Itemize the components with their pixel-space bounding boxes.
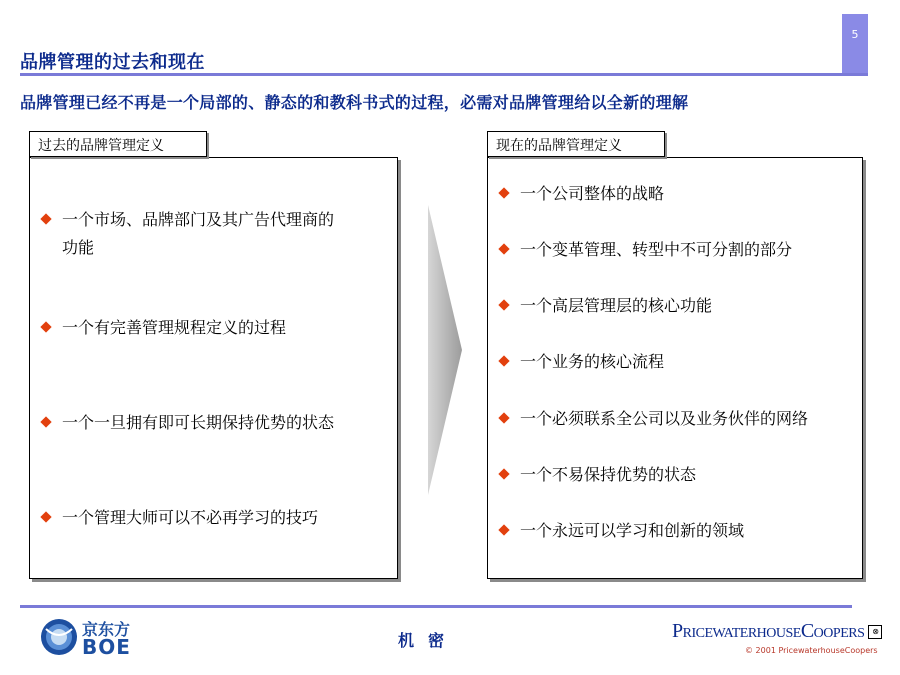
list-item (42, 504, 318, 532)
diamond-bullet-icon (40, 416, 51, 427)
diamond-bullet-icon (498, 187, 509, 198)
page-title: 品牌管理的过去和现在 (20, 52, 205, 73)
list-item (42, 206, 392, 262)
diamond-bullet-icon (498, 299, 509, 310)
diamond-bullet-icon (498, 524, 509, 535)
boe-english-name: BOE (82, 635, 131, 659)
list-item-text: 一个业务的核心流程 (520, 352, 665, 371)
list-item-text: 一个永远可以学习和创新的领域 (520, 521, 745, 540)
footer-divider (20, 605, 852, 608)
diamond-bullet-icon (40, 213, 51, 224)
page-number: 5 (842, 14, 868, 74)
diamond-bullet-icon (40, 321, 51, 332)
title-divider (20, 73, 868, 76)
list-item-text: 一个不易保持优势的状态 (520, 465, 697, 484)
list-item-text: 一个变革管理、转型中不可分割的部分 (520, 240, 793, 259)
diamond-bullet-icon (498, 355, 509, 366)
list-item-text: 一个高层管理层的核心功能 (520, 296, 713, 315)
list-item (500, 180, 664, 208)
list-item (500, 292, 712, 320)
confidential-label: 机密 (398, 631, 459, 650)
list-item (500, 348, 664, 376)
list-item (42, 409, 334, 437)
present-definition-tab: 现在的品牌管理定义 (487, 131, 665, 157)
diamond-bullet-icon (498, 468, 509, 479)
transition-arrow-icon (428, 205, 464, 495)
copyright-notice: © 2001 PricewaterhouseCoopers (745, 646, 878, 655)
list-item-text: 一个一旦拥有即可长期保持优势的状态 (62, 413, 335, 432)
list-item-text: 一个管理大师可以不必再学习的技巧 (62, 508, 319, 527)
page-subtitle: 品牌管理已经不再是一个局部的、静态的和教科书式的过程，必需对品牌管理给以全新的理解 (20, 93, 689, 112)
list-item (42, 314, 286, 342)
past-definition-tab: 过去的品牌管理定义 (29, 131, 207, 157)
list-item (500, 405, 808, 433)
pwc-mark-icon: ⊗ (868, 625, 882, 639)
list-item-text: 一个必须联系全公司以及业务伙伴的网络 (520, 409, 809, 428)
list-item-text: 一个有完善管理规程定义的过程 (62, 318, 287, 337)
diamond-bullet-icon (498, 243, 509, 254)
list-item (500, 461, 696, 489)
list-item (500, 236, 792, 264)
list-item (500, 517, 744, 545)
list-item-text: 一个公司整体的战略 (520, 184, 665, 203)
pwc-logo (672, 620, 882, 643)
list-item-text-continued: 功能 (62, 238, 95, 257)
boe-chinese-name: 京东方 (82, 620, 131, 639)
boe-logo (40, 617, 140, 659)
pwc-logo-text: PricewaterhouseCoopers (672, 620, 865, 642)
list-item-text: 一个市场、品牌部门及其广告代理商的 (62, 210, 335, 229)
diamond-bullet-icon (40, 511, 51, 522)
diamond-bullet-icon (498, 412, 509, 423)
boe-emblem-icon (40, 617, 78, 657)
